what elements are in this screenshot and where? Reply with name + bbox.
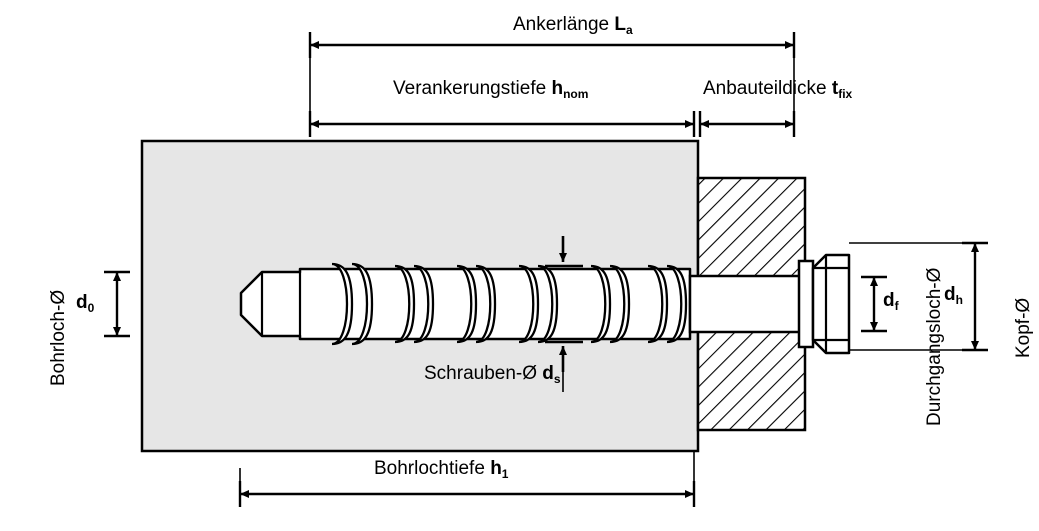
dimension-fixture-thickness [700, 111, 794, 137]
label-screw-diameter: Schrauben-Ø $d_s$ [424, 363, 561, 386]
label-drill-hole-diameter: Bohrloch-Ø [48, 289, 69, 386]
label-clearance-hole-diameter: Durchgangsloch-Ø [924, 267, 945, 426]
label-head-diameter-symbol: $d_h$ [944, 284, 963, 307]
label-embedment-depth: Verankerungstiefe $h_{nom}$ [393, 78, 589, 101]
dimension-embedment-depth [310, 111, 694, 137]
label-clearance-hole-diameter-symbol: $d_f$ [883, 290, 899, 313]
dimension-drill-hole-diameter [104, 272, 130, 336]
label-fixture-thickness: Anbauteildicke $t_{fix}$ [703, 78, 853, 101]
dimension-head-diameter [849, 243, 988, 350]
label-anchor-length: Ankerlänge $L_a$ [513, 14, 633, 37]
label-drill-hole-diameter-symbol: $d_0$ [76, 292, 95, 315]
label-head-diameter: Kopf-Ø [1013, 297, 1034, 358]
label-drill-hole-depth: Bohrlochtiefe $h_1$ [374, 458, 509, 481]
